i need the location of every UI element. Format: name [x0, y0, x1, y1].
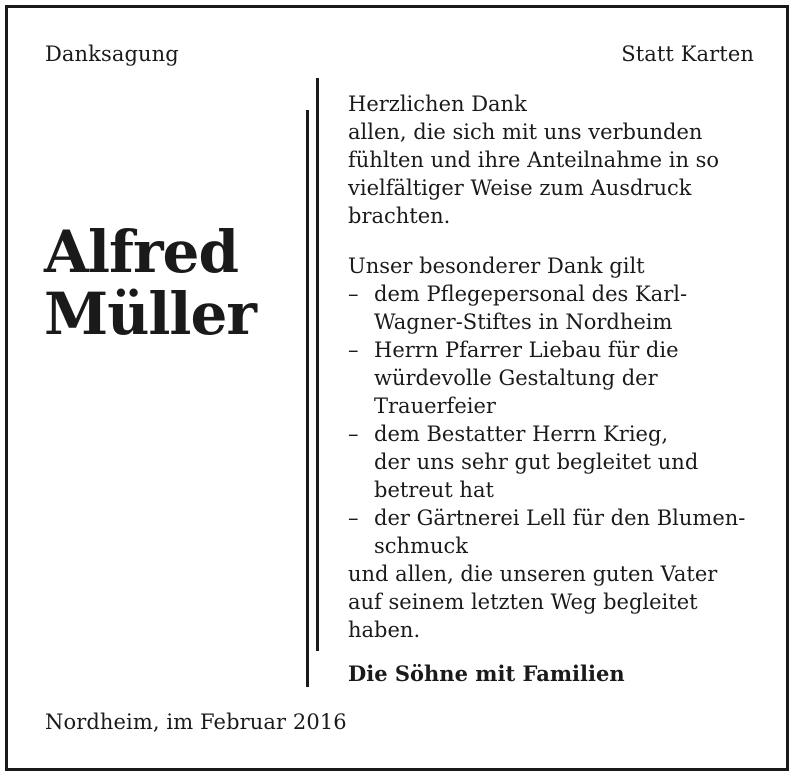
thanks-item [348, 280, 768, 336]
dash-bullet: – [348, 422, 359, 446]
dash-bullet: – [348, 506, 359, 530]
thanks-lead: Unser besonderer Dank gilt [348, 254, 645, 278]
thanks-item-line: der uns sehr gut begleitet und [374, 450, 699, 474]
thanks-item-line: schmuck [374, 534, 468, 558]
intro-line: vielfältiger Weise zum Ausdruck [348, 176, 692, 200]
place-date-footer: Nordheim, im Februar 2016 [45, 710, 347, 734]
thanks-item [348, 336, 768, 420]
divider-rule-right [316, 78, 319, 651]
header-statt-karten: Statt Karten [621, 42, 754, 66]
dash-bullet: – [348, 338, 359, 362]
thanks-text-block [348, 90, 768, 644]
divider-rule-left [306, 110, 309, 687]
thanks-item-line: dem Bestatter Herrn Krieg, [374, 422, 669, 446]
thanks-item [348, 420, 768, 504]
header-danksagung: Danksagung [45, 42, 179, 66]
thanks-item [348, 504, 768, 560]
intro-line: fühlten und ihre Anteilnahme in so [348, 148, 720, 172]
intro-heading: Herzlichen Dank [348, 92, 527, 116]
intro-line: allen, die sich mit uns verbunden [348, 120, 703, 144]
thanks-item-line: dem Pflegepersonal des Karl- [374, 282, 688, 306]
thanks-item-line: Herrn Pfarrer Liebau für die [374, 338, 679, 362]
deceased-last-name: Müller [44, 280, 256, 348]
thanks-item-line: Trauerfeier [374, 394, 496, 418]
closing-line: auf seinem letzten Weg begleitet [348, 590, 698, 614]
closing-line: haben. [348, 618, 421, 642]
paragraph-gap [348, 230, 768, 252]
thanks-item-line: betreut hat [374, 478, 494, 502]
thanks-item-line: würdevolle Gestaltung der [374, 366, 658, 390]
deceased-first-name: Alfred [44, 218, 238, 286]
intro-line: brachten. [348, 204, 451, 228]
closing-line: und allen, die unseren guten Vater [348, 562, 718, 586]
dash-bullet: – [348, 282, 359, 306]
thanks-item-line: der Gärtnerei Lell für den Blumen- [374, 506, 746, 530]
thanks-item-line: Wagner-Stiftes in Nordheim [374, 310, 673, 334]
signature: Die Söhne mit Familien [348, 661, 625, 686]
